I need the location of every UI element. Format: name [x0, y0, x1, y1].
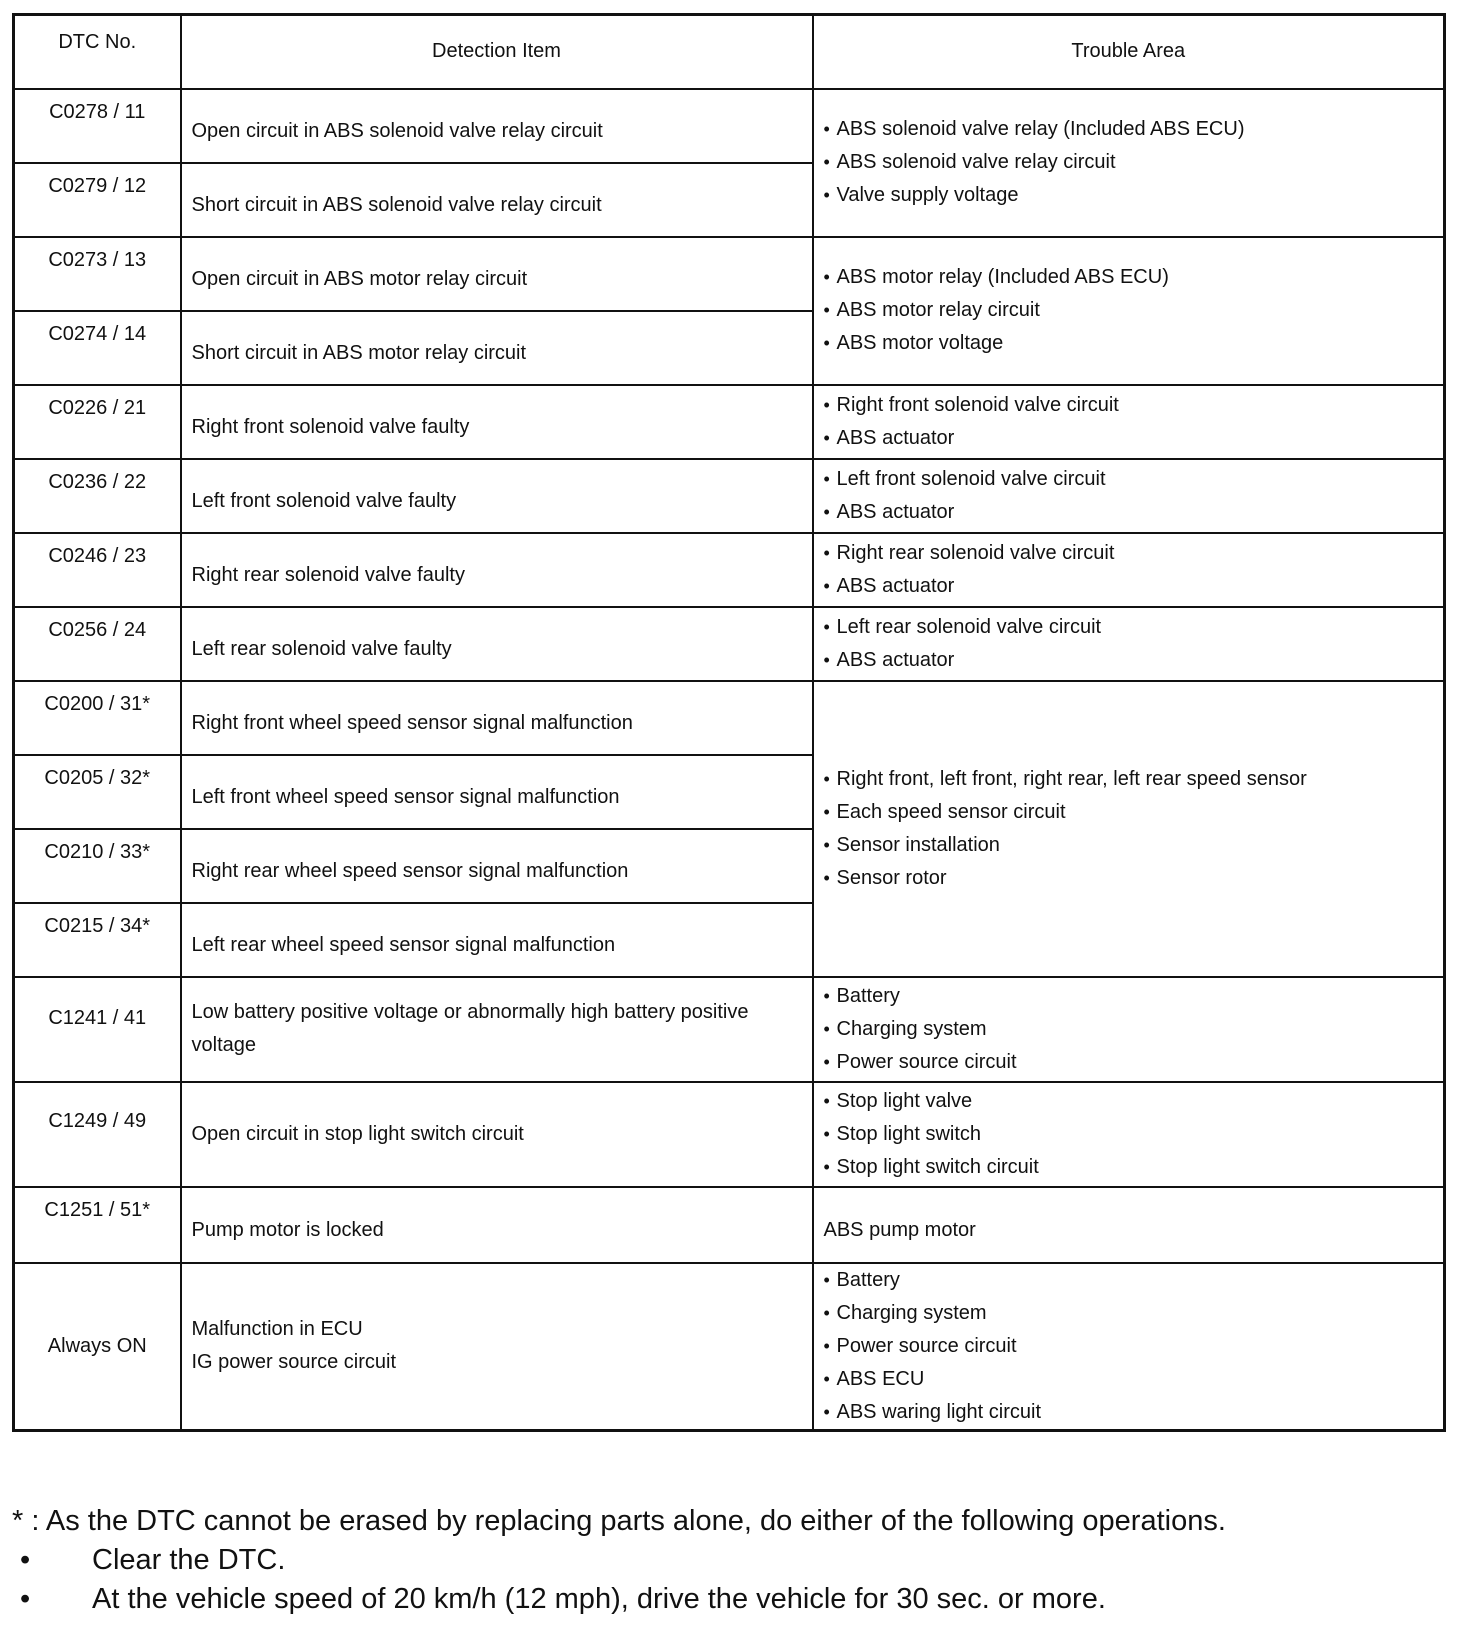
trouble-area-item: • ABS ECU [824, 1363, 1444, 1396]
trouble-area-list [824, 1264, 1444, 1429]
detection-item: Short circuit in ABS solenoid valve relay circuit [181, 163, 813, 237]
trouble-area-item: • Power source circuit [824, 1330, 1444, 1363]
trouble-area-item: • ABS motor relay (Included ABS ECU) [824, 261, 1444, 294]
trouble-area-item: • Left rear solenoid valve circuit [824, 611, 1444, 644]
table-row [14, 977, 1445, 1082]
dtc-code: C0279 / 12 [14, 163, 181, 237]
trouble-area-list [824, 611, 1444, 677]
footnote-item-text: Clear the DTC. [92, 1544, 286, 1576]
trouble-area [813, 89, 1445, 237]
bullet-icon: • [20, 1544, 31, 1576]
detection-item: Open circuit in ABS motor relay circuit [181, 237, 813, 311]
table-row [14, 385, 1445, 459]
detection-line: Low battery positive voltage or abnormally high battery positive [191, 1001, 749, 1023]
dtc-code: C0236 / 22 [14, 459, 181, 533]
trouble-area-list [824, 763, 1444, 895]
trouble-area [813, 385, 1445, 459]
table-row [14, 1263, 1445, 1431]
dtc-code: C1249 / 49 [14, 1082, 181, 1187]
trouble-area-item: • Battery [824, 980, 1444, 1013]
table-row [14, 459, 1445, 533]
footnote-item [12, 1541, 1452, 1580]
trouble-area [813, 1263, 1445, 1431]
dtc-code: C0226 / 21 [14, 385, 181, 459]
trouble-area-list [824, 261, 1444, 360]
dtc-code: C0210 / 33* [14, 829, 181, 903]
trouble-area [813, 681, 1445, 977]
trouble-area-item: • Valve supply voltage [824, 179, 1444, 212]
trouble-area-item: • Sensor installation [824, 829, 1444, 862]
trouble-area-item: • ABS actuator [824, 644, 1444, 677]
detection-line: Malfunction in ECU [191, 1318, 363, 1341]
trouble-area-list [824, 463, 1444, 529]
trouble-area-item: • ABS actuator [824, 422, 1444, 455]
header-detection: Detection Item [181, 15, 813, 89]
trouble-area-item: • Right rear solenoid valve circuit [824, 537, 1444, 570]
dtc-code: C0278 / 11 [14, 89, 181, 163]
trouble-area-item: • Sensor rotor [824, 862, 1444, 895]
dtc-table [12, 13, 1446, 1432]
detection-line: voltage [191, 1034, 256, 1056]
detection-item: Right front wheel speed sensor signal malfunction [181, 681, 813, 755]
dtc-code: C1241 / 41 [14, 977, 181, 1082]
trouble-area [813, 237, 1445, 385]
trouble-area-item: • ABS motor voltage [824, 327, 1444, 360]
trouble-area-list [824, 980, 1444, 1079]
detection-item: Left rear solenoid valve faulty [181, 607, 813, 681]
header-trouble-area: Trouble Area [813, 15, 1445, 89]
footnote-note: * : As the DTC cannot be erased by replacing parts alone, do either of the following operations. [12, 1505, 1226, 1537]
table-row [14, 607, 1445, 681]
trouble-area-item: • Stop light switch circuit [824, 1151, 1444, 1184]
trouble-area-item: • Left front solenoid valve circuit [824, 463, 1444, 496]
detection-item: Open circuit in stop light switch circuit [181, 1082, 813, 1187]
trouble-area-item: • Power source circuit [824, 1046, 1444, 1079]
dtc-code: C0205 / 32* [14, 755, 181, 829]
trouble-area-list [824, 537, 1444, 603]
trouble-area-item: • Stop light valve [824, 1085, 1444, 1118]
table-row [14, 1082, 1445, 1187]
trouble-area-item: • Right front solenoid valve circuit [824, 389, 1444, 422]
trouble-area-item: • Battery [824, 1264, 1444, 1297]
footnote [12, 1502, 1452, 1619]
detection-item: Right rear solenoid valve faulty [181, 533, 813, 607]
trouble-area [813, 459, 1445, 533]
detection-item: Right rear wheel speed sensor signal malfunction [181, 829, 813, 903]
detection-item: Pump motor is locked [181, 1187, 813, 1263]
trouble-area-item: • Each speed sensor circuit [824, 796, 1444, 829]
trouble-area-item: • Stop light switch [824, 1118, 1444, 1151]
trouble-area-list [824, 1085, 1444, 1184]
trouble-area [813, 533, 1445, 607]
dtc-code: C0274 / 14 [14, 311, 181, 385]
detection-item: Left rear wheel speed sensor signal malfunction [181, 903, 813, 977]
trouble-area [813, 607, 1445, 681]
trouble-area [813, 1082, 1445, 1187]
trouble-area-item: • ABS actuator [824, 496, 1444, 529]
detection-item: Right front solenoid valve faulty [181, 385, 813, 459]
trouble-area: ABS pump motor [813, 1187, 1445, 1263]
detection-item [181, 977, 813, 1082]
table-row [14, 681, 1445, 755]
trouble-area-list [824, 389, 1444, 455]
detection-item [181, 1263, 813, 1431]
dtc-code: C0215 / 34* [14, 903, 181, 977]
trouble-area-item: • ABS motor relay circuit [824, 294, 1444, 327]
footnote-item-text: At the vehicle speed of 20 km/h (12 mph), drive the vehicle for 30 sec. or more. [92, 1583, 1106, 1615]
table-row [14, 89, 1445, 163]
dtc-code: C1251 / 51* [14, 1187, 181, 1263]
trouble-area-item: • ABS waring light circuit [824, 1396, 1444, 1429]
trouble-area [813, 977, 1445, 1082]
trouble-area-item: • Charging system [824, 1013, 1444, 1046]
detection-item: Open circuit in ABS solenoid valve relay circuit [181, 89, 813, 163]
trouble-area-item: • Charging system [824, 1297, 1444, 1330]
header-dtc: DTC No. [14, 15, 181, 89]
trouble-area-item: • ABS actuator [824, 570, 1444, 603]
bullet-icon: • [20, 1583, 31, 1615]
detection-item: Left front solenoid valve faulty [181, 459, 813, 533]
dtc-code: C0273 / 13 [14, 237, 181, 311]
dtc-code: C0246 / 23 [14, 533, 181, 607]
trouble-area-item: • ABS solenoid valve relay (Included ABS ECU) [824, 113, 1444, 146]
trouble-area-item: • Right front, left front, right rear, left rear speed sensor [824, 763, 1444, 796]
dtc-code: C0256 / 24 [14, 607, 181, 681]
header-row [14, 15, 1445, 89]
dtc-code: C0200 / 31* [14, 681, 181, 755]
table-row [14, 533, 1445, 607]
table-row [14, 1187, 1445, 1263]
dtc-code: Always ON [14, 1263, 181, 1431]
footnote-item [12, 1580, 1452, 1619]
detection-item: Left front wheel speed sensor signal malfunction [181, 755, 813, 829]
trouble-area-item: • ABS solenoid valve relay circuit [824, 146, 1444, 179]
detection-item: Short circuit in ABS motor relay circuit [181, 311, 813, 385]
detection-line: IG power source circuit [191, 1351, 397, 1374]
table-row [14, 237, 1445, 311]
trouble-area-list [824, 113, 1444, 212]
